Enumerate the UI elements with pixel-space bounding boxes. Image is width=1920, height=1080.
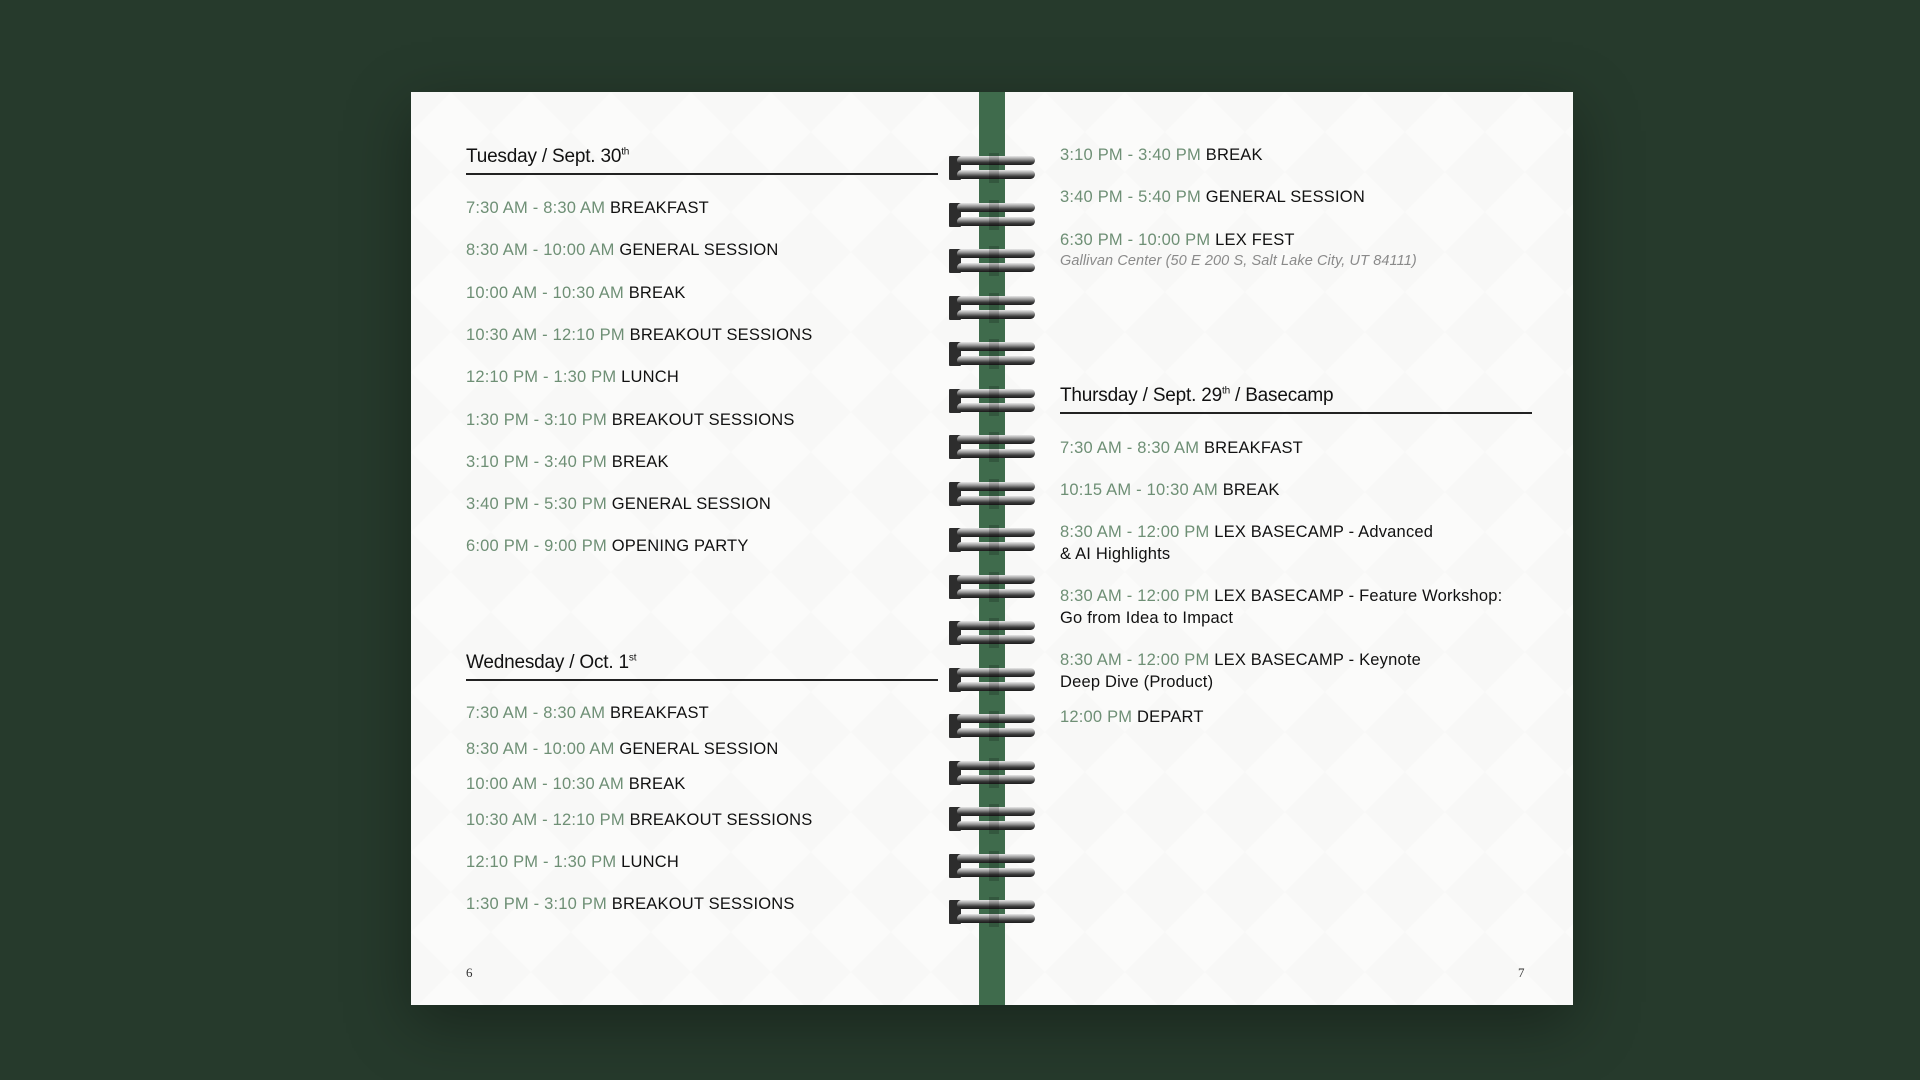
schedule-item: 3:10 PM - 3:40 PM BREAK (1060, 146, 1263, 164)
spiral-ring (949, 293, 1035, 323)
thursday-heading: Thursday / Sept. 29th / Basecamp (1060, 385, 1532, 414)
spiral-ring (949, 897, 1035, 927)
schedule-item: 3:10 PM - 3:40 PM BREAK (466, 453, 669, 471)
venue-address: Gallivan Center (50 E 200 S, Salt Lake City, UT 84111) (1060, 253, 1417, 269)
spiral-ring (949, 479, 1035, 509)
schedule-item: 7:30 AM - 8:30 AM BREAKFAST (466, 704, 709, 722)
spiral-ring (949, 804, 1035, 834)
right-page (1005, 92, 1573, 1005)
spiral-ring (949, 200, 1035, 230)
schedule-item: 3:40 PM - 5:40 PM GENERAL SESSION (1060, 188, 1365, 206)
schedule-item: 1:30 PM - 3:10 PM BREAKOUT SESSIONS (466, 895, 795, 913)
schedule-item: 8:30 AM - 10:00 AM GENERAL SESSION (466, 241, 779, 259)
schedule-item: 7:30 AM - 8:30 AM BREAKFAST (1060, 439, 1303, 457)
schedule-item: 12:10 PM - 1:30 PM LUNCH (466, 368, 679, 386)
spiral-ring (949, 153, 1035, 183)
schedule-item: 7:30 AM - 8:30 AM BREAKFAST (466, 199, 709, 217)
spiral-ring (949, 851, 1035, 881)
schedule-item: 8:30 AM - 12:00 PM LEX BASECAMP - Keynote Deep Dive (Product) (1060, 651, 1422, 691)
schedule-item: 10:30 AM - 12:10 PM BREAKOUT SESSIONS (466, 326, 813, 344)
schedule-item: 6:00 PM - 9:00 PM OPENING PARTY (466, 537, 749, 555)
spiral-ring (949, 572, 1035, 602)
schedule-item: 12:10 PM - 1:30 PM LUNCH (466, 853, 679, 871)
schedule-item: 3:40 PM - 5:30 PM GENERAL SESSION (466, 495, 771, 513)
schedule-item: 1:30 PM - 3:10 PM BREAKOUT SESSIONS (466, 411, 795, 429)
schedule-item: 12:00 PM DEPART (1060, 708, 1204, 726)
page-number-left: 6 (466, 965, 473, 980)
schedule-item: 6:30 PM - 10:00 PM LEX FEST Gallivan Center (50 E 200 S, Salt Lake City, UT 84111) (1060, 229, 1540, 271)
schedule-item: 10:15 AM - 10:30 AM BREAK (1060, 481, 1280, 499)
schedule-item: 8:30 AM - 10:00 AM GENERAL SESSION (466, 740, 779, 758)
spiral-ring (949, 246, 1035, 276)
schedule-item: 10:00 AM - 10:30 AM BREAK (466, 775, 686, 793)
left-page (411, 92, 979, 1005)
spiral-ring (949, 386, 1035, 416)
spiral-ring (949, 525, 1035, 555)
schedule-item: 8:30 AM - 12:00 PM LEX BASECAMP - Feature Workshop: Go from Idea to Impact (1060, 587, 1503, 627)
wednesday-heading: Wednesday / Oct. 1st (466, 652, 938, 681)
spiral-ring (949, 665, 1035, 695)
spiral-ring (949, 758, 1035, 788)
schedule-item: 10:30 AM - 12:10 PM BREAKOUT SESSIONS (466, 811, 813, 829)
spiral-ring (949, 432, 1035, 462)
page-number-right: 7 (1518, 965, 1525, 980)
spiral-ring (949, 339, 1035, 369)
spiral-ring (949, 711, 1035, 741)
notebook-spread (411, 92, 1573, 1005)
tuesday-heading: Tuesday / Sept. 30th (466, 146, 938, 175)
spiral-ring (949, 618, 1035, 648)
schedule-item: 10:00 AM - 10:30 AM BREAK (466, 284, 686, 302)
schedule-item: 8:30 AM - 12:00 PM LEX BASECAMP - Advanced & AI Highlights (1060, 523, 1434, 563)
